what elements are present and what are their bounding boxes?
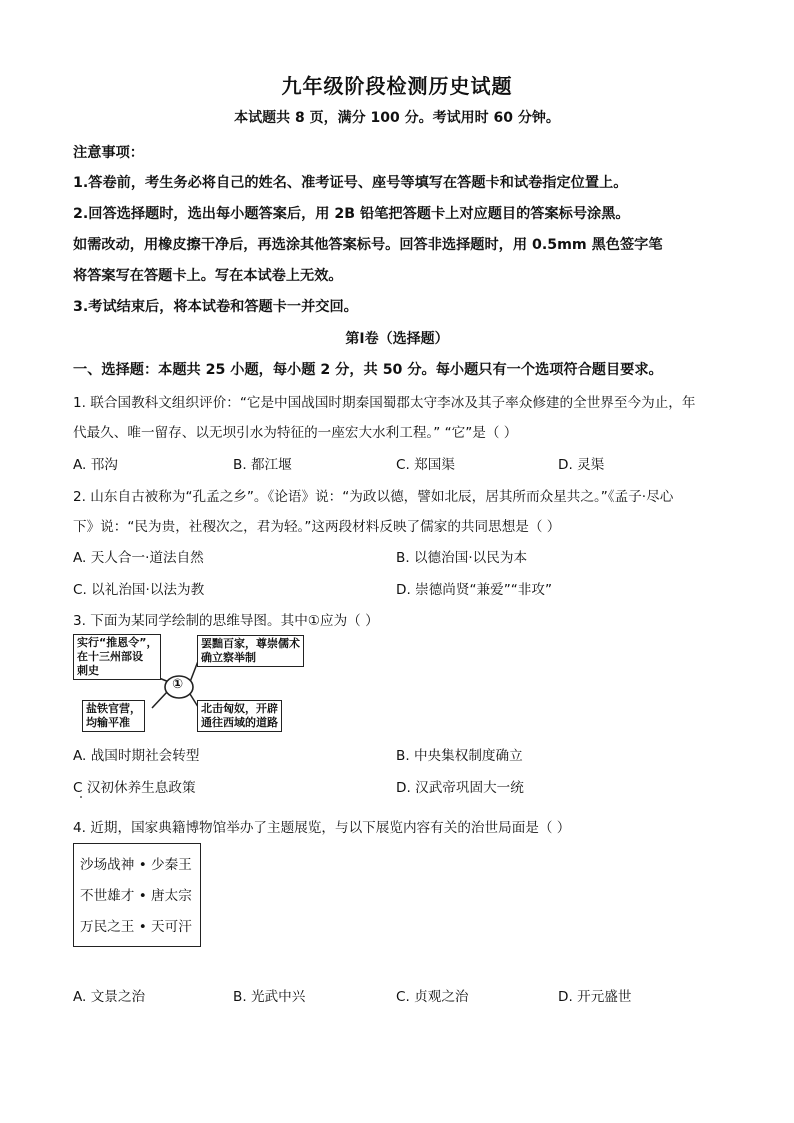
exhibition-line-3: 万民之王 • 天可汗: [80, 919, 192, 935]
mind-map-center-label: ①: [172, 677, 184, 692]
q1-stem-line2: 代最久、唯一留存、以无坝引水为特征的一座宏大水利工程。” “它”是（ ）: [73, 425, 518, 441]
q1-option-c: C. 郑国渠: [396, 457, 455, 473]
node-text: 罢黜百家，尊崇儒术: [201, 637, 300, 650]
mind-map-node-top-right: [197, 635, 304, 667]
exam-title: 九年级阶段检测历史试题: [281, 74, 513, 98]
mind-map-diagram: [72, 632, 310, 740]
node-text: 刺史: [77, 664, 99, 677]
notes-heading: 注意事项：: [73, 145, 144, 161]
q4-option-c: C. 贞观之治: [396, 989, 469, 1005]
note-line-2: 2.回答选择题时，选出每小题答案后，用 2B 铅笔把答题卡上对应题目的答案标号涂黑。: [73, 206, 630, 222]
node-text: 盐铁官营，: [86, 702, 141, 715]
exhibition-line-1: 沙场战神 • 少秦王: [80, 857, 192, 873]
note-line-5: 3.考试结束后，将本试卷和答题卡一并交回。: [73, 299, 358, 315]
q4-option-b: B. 光武中兴: [233, 989, 306, 1005]
q2-option-b: B. 以德治国·以民为本: [396, 550, 528, 566]
stray-dot: [80, 796, 82, 798]
exam-subtitle: 本试题共 8 页，满分 100 分。考试用时 60 分钟。: [234, 110, 560, 126]
q4-stem: 4. 近期，国家典籍博物馆举办了主题展览，与以下展览内容有关的治世局面是（ ）: [73, 820, 571, 836]
q3-option-d: D. 汉武帝巩固大一统: [396, 780, 524, 796]
q2-stem-line2: 下》说：“民为贵，社稷次之，君为轻。”这两段材料反映了儒家的共同思想是（ ）: [73, 519, 561, 535]
q4-option-d: D. 开元盛世: [558, 989, 632, 1005]
q3-option-b: B. 中央集权制度确立: [396, 748, 523, 764]
mind-map-node-top-left: [73, 634, 161, 680]
q4-option-a: A. 文景之治: [73, 989, 146, 1005]
node-text: 实行“推恩令”，: [77, 636, 158, 649]
exhibition-box: [73, 843, 201, 947]
note-line-4: 将答案写在答题卡上。写在本试卷上无效。: [73, 268, 343, 284]
q3-stem: 3. 下面为某同学绘制的思维导图。其中①应为（ ）: [73, 613, 379, 629]
q1-option-d: D. 灵渠: [558, 457, 605, 473]
q2-option-a: A. 天人合一·道法自然: [73, 550, 204, 566]
note-line-1: 1.答卷前，考生务必将自己的姓名、准考证号、座号等填写在答题卡和试卷指定位置上。: [73, 175, 628, 191]
mind-map-node-bottom-right: [197, 700, 282, 732]
q1-option-a: A. 邗沟: [73, 457, 118, 473]
mind-map-node-bottom-left: [82, 700, 145, 732]
q2-option-c: C. 以礼治国·以法为教: [73, 582, 205, 598]
q1-stem-line1: 1. 联合国教科文组织评价：“它是中国战国时期秦国蜀郡太守李冰及其子率众修建的全世界至今为止，年: [73, 395, 696, 411]
q2-option-d: D. 崇德尚贤“兼爱”“非攻”: [396, 582, 553, 598]
node-text: 通往西域的道路: [201, 716, 278, 729]
exhibition-line-2: 不世雄才 • 唐太宗: [80, 888, 192, 904]
node-text: 确立察举制: [201, 651, 256, 664]
q3-option-c: C 汉初休养生息政策: [73, 780, 196, 796]
q3-option-a: A. 战国时期社会转型: [73, 748, 200, 764]
section-instruction: 一、选择题：本题共 25 小题，每小题 2 分，共 50 分。每小题只有一个选项符合题目要求。: [73, 362, 663, 378]
section-title: 第Ⅰ卷（选择题）: [345, 331, 449, 347]
node-text: 均输平准: [86, 716, 130, 729]
q2-stem-line1: 2. 山东自古被称为“孔孟之乡”。《论语》说：“为政以德，譬如北辰，居其所而众星共之。”《孟子·尽心: [73, 489, 674, 505]
note-line-3: 如需改动，用橡皮擦干净后，再选涂其他答案标号。回答非选择题时，用 0.5mm 黑色签字笔: [73, 237, 663, 253]
q1-option-b: B. 都江堰: [233, 457, 292, 473]
node-text: 北击匈奴，开辟: [201, 702, 278, 715]
node-text: 在十三州部设: [77, 650, 143, 663]
